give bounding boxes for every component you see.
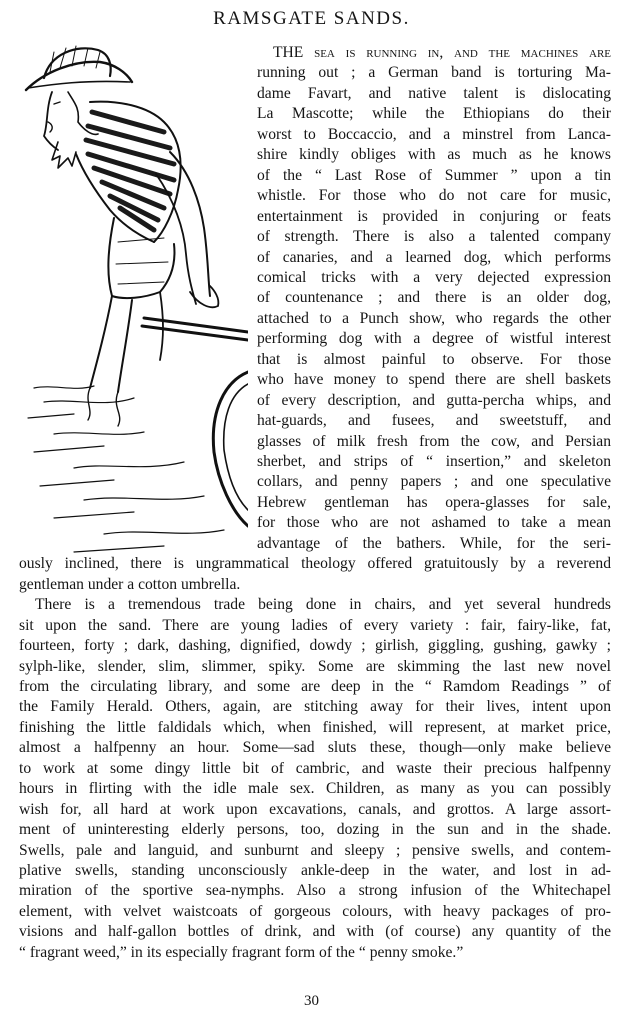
text-line: from the circulating library, and some are deep in the “ Ramdom Readings ” of — [19, 677, 611, 695]
text-line: of strength. There is also a talented company — [257, 228, 611, 246]
text-line: ously inclined, there is ungrammatical theology offered gratuitously by a reverend — [19, 555, 611, 573]
text-line: advantage of the bathers. While, for the seri- — [257, 534, 611, 552]
text-line: entertainment is provided in conjuring or feats — [257, 207, 611, 225]
text-line: attached to a Punch show, who regards the other — [257, 309, 611, 327]
text-line: wish for, all hard at work upon excavations, canals, and grottos. A large assort- — [19, 800, 611, 818]
text-line: comical tricks with a very dejected expression — [257, 268, 611, 286]
text-line: for those who are not ashamed to take a mean — [257, 514, 611, 532]
text-line: worst to Boccaccio, and a minstrel from Lanca- — [257, 125, 611, 143]
text-line: La Mascotte; while the Ethiopians do their — [257, 105, 611, 123]
text-line: sherbet, and strips of “ insertion,” and skeleton — [257, 453, 611, 470]
text-line: “ fragrant weed,” in its especially fragrant form of the “ penny smoke.” — [19, 943, 464, 961]
text-line: miration of the sportive sea-nymphs. Also a strong infusion of the Whitechapel — [19, 882, 611, 900]
page-number: 30 — [304, 993, 319, 1009]
text-line: dame Favart, and native talent is dislocating — [257, 84, 611, 102]
text-line: almost a halfpenny an hour. Some—sad sluts these, though—only make believe — [19, 739, 611, 757]
text-line: THE sea is running in, and the machines are — [273, 44, 611, 61]
text-line: fourteen, forty ; dark, dashing, dignified, dowdy ; girlish, giggling, gushing, gawky ; — [19, 637, 611, 655]
text-line: to work at some dingy little bit of cambric, and waste their precious halfpenny — [19, 759, 611, 777]
text-line: Hebrew gentleman has opera-glasses for sale, — [257, 493, 611, 511]
text-line: of canaries, and a learned dog, which performs — [257, 248, 611, 266]
text-line: sit upon the sand. There are young ladies of every variety : fair, fairy-like, fat, — [19, 616, 611, 634]
text-line: sylph-like, slender, slim, slimmer, spiky. Some are skimming the last new novel — [19, 657, 611, 675]
text-line: hat-guards, and fusees, and sweetstuff, and — [257, 412, 611, 430]
text-line: of countenance ; and there is an older dog, — [257, 289, 611, 307]
text-line: plative swells, standing unconsciously ankle-deep in the water, and lost in ad- — [19, 862, 611, 879]
text-line: the Family Herald. Others, again, are stitching away for their lives, intent upon — [19, 698, 611, 716]
text-line: gentleman under a cotton umbrella. — [19, 575, 241, 593]
text-line: of the “ Last Rose of Summer ” upon a tin — [257, 166, 611, 184]
text-line: element, with velvet waistcoats of gorgeous colours, with heavy packages of pro- — [19, 902, 611, 920]
text-line: finishing the little faldidals which, when finished, will represent, at market price, — [19, 718, 611, 736]
text-line: who have money to spend there are shell baskets — [257, 371, 611, 389]
text-line: glasses of milk fresh from the cow, and Persian — [257, 432, 611, 450]
text-line: of every description, and gutta-percha whips, and — [257, 391, 611, 409]
running-head: RAMSGATE SANDS. — [213, 8, 410, 29]
text-line: Swells, pale and languid, and sunburnt and sleepy ; pensive swells, and contem- — [19, 841, 611, 859]
text-line: running out ; a German band is torturing Ma- — [257, 64, 611, 82]
text-line: collars, and penny papers ; and one speculative — [257, 473, 611, 491]
text-line: There is a tremendous trade being done in chairs, and yet several hundreds — [35, 596, 611, 614]
text-line: visions and half-gallon bottles of drink, and with (of course) any quantity of the — [19, 923, 611, 941]
text-line: whistle. For those who do not care for music, — [257, 187, 611, 205]
text-line: performing dog with a degree of wistful interest — [257, 330, 611, 348]
text-line: hours in flirting with the idle male sex. Children, as many as you can possibly — [19, 780, 611, 798]
text-line: that is almost painful to observe. For those — [257, 350, 611, 368]
text-line: shire kindly obliges with as much as he knows — [257, 146, 611, 164]
text-line: ment of uninteresting elderly persons, too, dozing in the sun and in the shade. — [19, 821, 611, 839]
